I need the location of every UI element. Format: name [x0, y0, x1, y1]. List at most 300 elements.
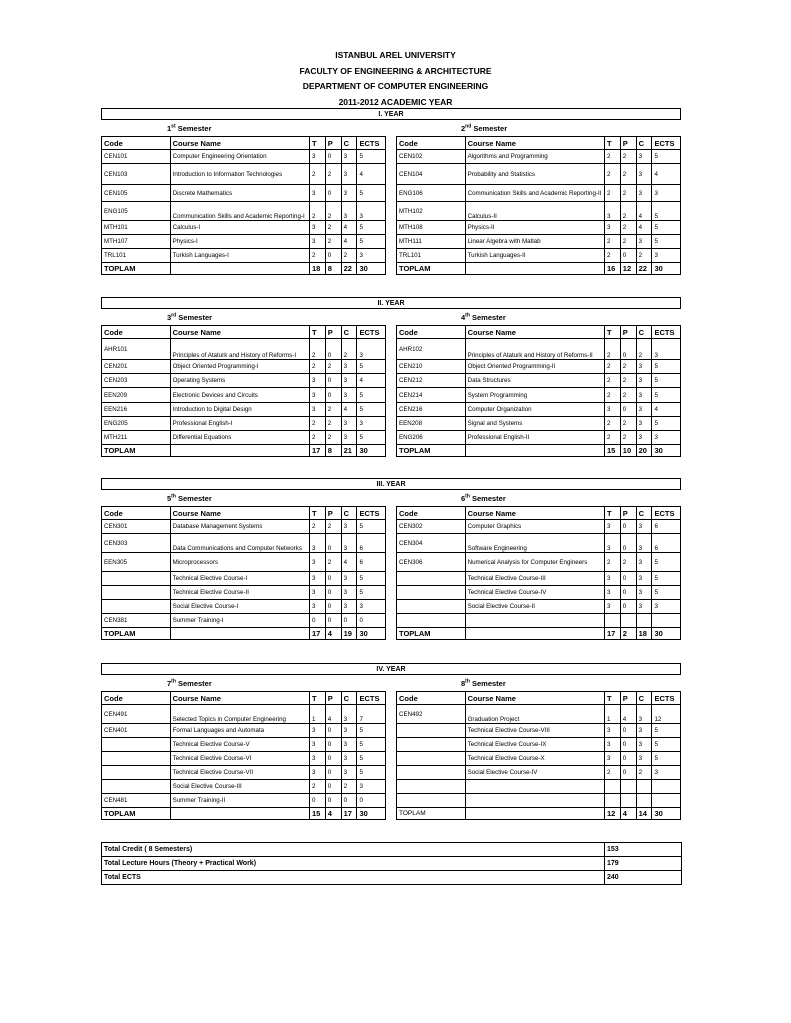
credit: 3 — [636, 572, 652, 586]
course-name: Technical Elective Course-III — [465, 572, 604, 586]
course-code — [102, 738, 171, 752]
course-name: Communication Skills and Academic Reporting-II — [465, 185, 604, 202]
course-name: Numerical Analysis for Computer Engineers — [465, 553, 604, 572]
credit: 2 — [341, 249, 357, 263]
course-code — [102, 766, 171, 780]
summary-label: Total ECTS — [102, 871, 605, 885]
column-header-t: T — [309, 137, 325, 150]
course-name: Signal and Systems — [465, 417, 604, 431]
course-code — [102, 572, 171, 586]
semester-table — [101, 136, 386, 275]
column-header-t: T — [604, 692, 620, 705]
course-code — [102, 752, 171, 766]
credit: 3 — [636, 164, 652, 185]
total-credit: 22 — [636, 263, 652, 275]
column-header-code: Code — [102, 692, 171, 705]
theory-hours: 2 — [309, 339, 325, 360]
practice-hours: 2 — [325, 221, 341, 235]
ects: 5 — [652, 417, 681, 431]
column-header-c: C — [341, 137, 357, 150]
theory-hours: 2 — [604, 150, 620, 164]
semester-table — [396, 325, 681, 457]
column-header-p: P — [620, 137, 636, 150]
semester-ordinal: th — [465, 312, 470, 319]
semester-ordinal: st — [171, 123, 176, 130]
course-row — [102, 249, 386, 263]
course-row — [102, 705, 386, 724]
theory-hours: 3 — [309, 752, 325, 766]
total-theory: 15 — [604, 445, 620, 457]
course-name: Summer Training-II — [170, 794, 309, 808]
course-row — [397, 586, 681, 600]
practice-hours: 2 — [620, 221, 636, 235]
course-code: CEN381 — [102, 614, 171, 628]
column-header-row — [102, 507, 386, 520]
semester-title — [167, 679, 212, 689]
theory-hours: 3 — [309, 374, 325, 388]
total-label: TOPLAM — [397, 445, 466, 457]
course-name: Calculus-I — [170, 221, 309, 235]
ects — [652, 780, 681, 794]
credit: 3 — [341, 572, 357, 586]
course-name: Introduction to Information Technologies — [170, 164, 309, 185]
semester-number: 4 — [461, 313, 466, 322]
column-header-course: Course Name — [465, 137, 604, 150]
ects: 4 — [652, 164, 681, 185]
theory-hours: 3 — [604, 520, 620, 534]
total-ects: 30 — [652, 808, 681, 820]
course-code: CEN210 — [397, 360, 466, 374]
course-code: ENG106 — [397, 185, 466, 202]
credit — [636, 794, 652, 808]
course-name: Social Elective Course-I — [170, 600, 309, 614]
column-header-ects: ECTS — [357, 507, 386, 520]
credit: 3 — [341, 705, 357, 724]
course-code: AHR101 — [102, 339, 171, 360]
course-name: Object Oriented Programming-II — [465, 360, 604, 374]
ects: 5 — [357, 724, 386, 738]
course-row — [397, 403, 681, 417]
total-practice: 8 — [325, 263, 341, 275]
course-name: Summer Training-I — [170, 614, 309, 628]
ects: 3 — [652, 766, 681, 780]
credit: 3 — [636, 360, 652, 374]
total-credit: 22 — [341, 263, 357, 275]
course-name: Data Structures — [465, 374, 604, 388]
column-header-row — [102, 137, 386, 150]
course-row — [397, 752, 681, 766]
theory-hours: 3 — [309, 572, 325, 586]
credit: 3 — [636, 553, 652, 572]
credit: 4 — [636, 202, 652, 221]
semester-table — [101, 325, 386, 457]
total-label: TOPLAM — [102, 628, 171, 640]
ects: 5 — [652, 553, 681, 572]
semester-label: Semester — [178, 313, 213, 322]
theory-hours: 3 — [604, 202, 620, 221]
theory-hours: 3 — [604, 572, 620, 586]
total-label: TOPLAM — [397, 808, 466, 820]
column-header-course: Course Name — [465, 326, 604, 339]
total-label: TOPLAM — [102, 263, 171, 275]
ects: 3 — [652, 249, 681, 263]
credit: 2 — [341, 339, 357, 360]
total-blank — [170, 445, 309, 457]
ects: 4 — [652, 403, 681, 417]
course-code — [102, 586, 171, 600]
course-row — [397, 431, 681, 445]
total-practice: 2 — [620, 628, 636, 640]
course-row — [102, 403, 386, 417]
semester-number: 7 — [167, 679, 172, 688]
course-name: Technical Elective Course-VI — [170, 752, 309, 766]
ects: 5 — [357, 150, 386, 164]
course-row — [397, 339, 681, 360]
theory-hours: 3 — [604, 221, 620, 235]
ects: 3 — [652, 339, 681, 360]
ects: 7 — [357, 705, 386, 724]
ects: 5 — [357, 586, 386, 600]
theory-hours: 2 — [309, 360, 325, 374]
course-name: Differential Equations — [170, 431, 309, 445]
ects: 5 — [357, 388, 386, 403]
total-practice: 4 — [620, 808, 636, 820]
course-row — [102, 431, 386, 445]
total-blank — [465, 808, 604, 820]
credit: 3 — [636, 724, 652, 738]
course-row — [397, 202, 681, 221]
course-code: MTH102 — [397, 202, 466, 221]
ects: 3 — [357, 780, 386, 794]
column-header-p: P — [620, 507, 636, 520]
practice-hours: 4 — [620, 705, 636, 724]
practice-hours: 4 — [325, 705, 341, 724]
course-row — [102, 572, 386, 586]
course-code: CEN203 — [102, 374, 171, 388]
column-header-ects: ECTS — [652, 692, 681, 705]
ects: 5 — [652, 374, 681, 388]
practice-hours: 0 — [325, 586, 341, 600]
total-blank — [170, 628, 309, 640]
course-row — [102, 221, 386, 235]
ects: 3 — [357, 600, 386, 614]
course-name — [465, 614, 604, 628]
course-code: ENG105 — [102, 202, 171, 221]
credit — [636, 614, 652, 628]
theory-hours: 3 — [604, 752, 620, 766]
practice-hours: 2 — [620, 360, 636, 374]
theory-hours: 2 — [604, 374, 620, 388]
total-credit: 19 — [341, 628, 357, 640]
course-name: Physics-I — [170, 235, 309, 249]
course-name: Technical Elective Course-V — [170, 738, 309, 752]
summary-value: 240 — [605, 871, 682, 885]
column-header-t: T — [309, 326, 325, 339]
credit: 3 — [636, 150, 652, 164]
total-blank — [465, 445, 604, 457]
ects: 5 — [357, 221, 386, 235]
column-header-code: Code — [102, 326, 171, 339]
credit: 0 — [341, 614, 357, 628]
ects: 0 — [357, 614, 386, 628]
credit: 3 — [341, 520, 357, 534]
course-row — [102, 235, 386, 249]
course-code: CEN306 — [397, 553, 466, 572]
ects: 4 — [357, 164, 386, 185]
column-header-row — [102, 326, 386, 339]
column-header-t: T — [309, 692, 325, 705]
ects: 5 — [652, 202, 681, 221]
summary-row — [102, 843, 682, 857]
practice-hours: 2 — [325, 553, 341, 572]
course-code: CEN102 — [397, 150, 466, 164]
credit: 3 — [341, 431, 357, 445]
course-name: Technical Elective Course-X — [465, 752, 604, 766]
course-row — [397, 185, 681, 202]
practice-hours: 0 — [325, 374, 341, 388]
theory-hours: 3 — [604, 586, 620, 600]
course-name: Selected Topics in Computer Engineering — [170, 705, 309, 724]
theory-hours: 3 — [309, 600, 325, 614]
ects: 3 — [357, 249, 386, 263]
document-header — [0, 48, 791, 110]
credit: 4 — [341, 553, 357, 572]
column-header-c: C — [341, 326, 357, 339]
course-name: Social Elective Course-III — [170, 780, 309, 794]
course-name: Object Oriented Programming-I — [170, 360, 309, 374]
column-header-p: P — [620, 326, 636, 339]
theory-hours: 1 — [309, 705, 325, 724]
total-row — [102, 628, 386, 640]
total-theory: 17 — [309, 628, 325, 640]
course-row — [102, 534, 386, 553]
semester-table — [101, 691, 386, 820]
practice-hours: 2 — [620, 374, 636, 388]
course-code — [397, 794, 466, 808]
course-row — [102, 600, 386, 614]
semester-ordinal: th — [465, 493, 470, 500]
column-header-course: Course Name — [170, 507, 309, 520]
course-row — [397, 150, 681, 164]
column-header-ects: ECTS — [652, 137, 681, 150]
course-row — [397, 553, 681, 572]
practice-hours: 2 — [620, 150, 636, 164]
course-row — [102, 752, 386, 766]
ects: 5 — [357, 738, 386, 752]
ects: 5 — [652, 150, 681, 164]
total-row — [102, 263, 386, 275]
ects: 0 — [357, 794, 386, 808]
credit: 3 — [341, 202, 357, 221]
column-header-p: P — [325, 137, 341, 150]
theory-hours: 2 — [604, 360, 620, 374]
column-header-row — [397, 692, 681, 705]
theory-hours: 0 — [309, 794, 325, 808]
credit: 3 — [636, 431, 652, 445]
university-name: ISTANBUL AREL UNIVERSITY — [335, 50, 456, 60]
total-theory: 17 — [309, 445, 325, 457]
course-code — [397, 572, 466, 586]
course-name: Linear Algebra with Matlab — [465, 235, 604, 249]
course-code: EEN208 — [397, 417, 466, 431]
semester-number: 6 — [461, 494, 466, 503]
course-row — [397, 766, 681, 780]
course-row — [397, 534, 681, 553]
year-title: I. YEAR — [101, 108, 681, 120]
ects: 5 — [357, 766, 386, 780]
course-name: Database Management Systems — [170, 520, 309, 534]
ects: 3 — [652, 600, 681, 614]
ects: 5 — [652, 221, 681, 235]
total-ects: 30 — [357, 808, 386, 820]
course-row — [102, 614, 386, 628]
credit: 3 — [341, 738, 357, 752]
column-header-c: C — [636, 326, 652, 339]
theory-hours: 0 — [309, 614, 325, 628]
practice-hours: 2 — [325, 235, 341, 249]
total-label: TOPLAM — [397, 628, 466, 640]
course-code — [397, 600, 466, 614]
semester-label: Semester — [177, 124, 212, 133]
year-title: II. YEAR — [101, 297, 681, 309]
theory-hours: 3 — [309, 724, 325, 738]
column-header-c: C — [636, 692, 652, 705]
theory-hours: 2 — [309, 431, 325, 445]
course-code: MTH101 — [102, 221, 171, 235]
column-header-code: Code — [397, 137, 466, 150]
practice-hours: 2 — [325, 164, 341, 185]
column-header-course: Course Name — [170, 137, 309, 150]
practice-hours: 0 — [620, 766, 636, 780]
practice-hours: 0 — [325, 780, 341, 794]
column-header-ects: ECTS — [652, 326, 681, 339]
total-row — [102, 808, 386, 820]
course-row — [397, 520, 681, 534]
credit: 2 — [636, 249, 652, 263]
practice-hours: 0 — [325, 794, 341, 808]
year-title: IV. YEAR — [101, 663, 681, 675]
ects: 3 — [652, 185, 681, 202]
theory-hours: 1 — [604, 705, 620, 724]
semester-title — [167, 494, 212, 504]
ects: 5 — [652, 586, 681, 600]
course-code: CEN481 — [102, 794, 171, 808]
summary-table — [101, 842, 682, 885]
practice-hours: 2 — [620, 553, 636, 572]
credit: 4 — [341, 221, 357, 235]
total-row — [397, 628, 681, 640]
course-name: Technical Elective Course-II — [170, 586, 309, 600]
total-practice: 10 — [620, 445, 636, 457]
course-row — [102, 150, 386, 164]
practice-hours: 2 — [325, 403, 341, 417]
column-header-course: Course Name — [170, 692, 309, 705]
theory-hours: 2 — [604, 164, 620, 185]
credit: 3 — [636, 752, 652, 766]
ects: 3 — [357, 417, 386, 431]
course-row — [397, 614, 681, 628]
total-credit: 18 — [636, 628, 652, 640]
column-header-ects: ECTS — [357, 326, 386, 339]
course-row — [397, 705, 681, 724]
course-code: MTH107 — [102, 235, 171, 249]
course-row — [102, 766, 386, 780]
total-theory: 18 — [309, 263, 325, 275]
theory-hours: 2 — [309, 780, 325, 794]
ects: 5 — [357, 403, 386, 417]
practice-hours — [620, 614, 636, 628]
total-theory: 12 — [604, 808, 620, 820]
practice-hours: 2 — [620, 185, 636, 202]
column-header-course: Course Name — [465, 507, 604, 520]
ects: 6 — [357, 553, 386, 572]
course-name: Calculus-II — [465, 202, 604, 221]
course-row — [102, 780, 386, 794]
ects: 5 — [652, 235, 681, 249]
column-header-c: C — [341, 692, 357, 705]
practice-hours: 2 — [325, 360, 341, 374]
course-row — [102, 339, 386, 360]
credit: 3 — [341, 586, 357, 600]
theory-hours: 3 — [604, 600, 620, 614]
theory-hours: 2 — [604, 249, 620, 263]
credit: 3 — [636, 705, 652, 724]
ects: 5 — [357, 185, 386, 202]
semester-label: Semester — [178, 494, 212, 503]
practice-hours: 0 — [620, 339, 636, 360]
course-code: ENG205 — [102, 417, 171, 431]
practice-hours: 2 — [325, 417, 341, 431]
course-name: Electronic Devices and Circuits — [170, 388, 309, 403]
total-practice: 8 — [325, 445, 341, 457]
semester-title — [461, 494, 506, 504]
course-row — [397, 374, 681, 388]
course-code: MTH108 — [397, 221, 466, 235]
semester-ordinal: th — [465, 678, 470, 685]
column-header-ects: ECTS — [652, 507, 681, 520]
theory-hours: 2 — [604, 388, 620, 403]
theory-hours: 3 — [309, 388, 325, 403]
total-ects: 30 — [357, 263, 386, 275]
credit: 3 — [636, 738, 652, 752]
faculty-name: FACULTY OF ENGINEERING & ARCHITECTURE — [299, 65, 492, 76]
credit: 3 — [636, 235, 652, 249]
course-name: Technical Elective Course-VIII — [465, 724, 604, 738]
credit: 2 — [341, 780, 357, 794]
course-row — [397, 388, 681, 403]
practice-hours: 0 — [325, 339, 341, 360]
theory-hours: 3 — [309, 766, 325, 780]
course-name: Professional English-II — [465, 431, 604, 445]
credit: 3 — [341, 185, 357, 202]
theory-hours: 3 — [309, 553, 325, 572]
total-credit: 21 — [341, 445, 357, 457]
course-row — [102, 520, 386, 534]
theory-hours: 3 — [309, 403, 325, 417]
column-header-row — [397, 326, 681, 339]
total-credit: 20 — [636, 445, 652, 457]
course-row — [397, 794, 681, 808]
credit: 3 — [341, 150, 357, 164]
total-label: TOPLAM — [102, 445, 171, 457]
ects: 6 — [357, 534, 386, 553]
total-ects: 30 — [357, 445, 386, 457]
column-header-row — [397, 137, 681, 150]
semester-label: Semester — [472, 679, 506, 688]
practice-hours — [620, 794, 636, 808]
course-code: CEN214 — [397, 388, 466, 403]
course-name: Probability and Statistics — [465, 164, 604, 185]
